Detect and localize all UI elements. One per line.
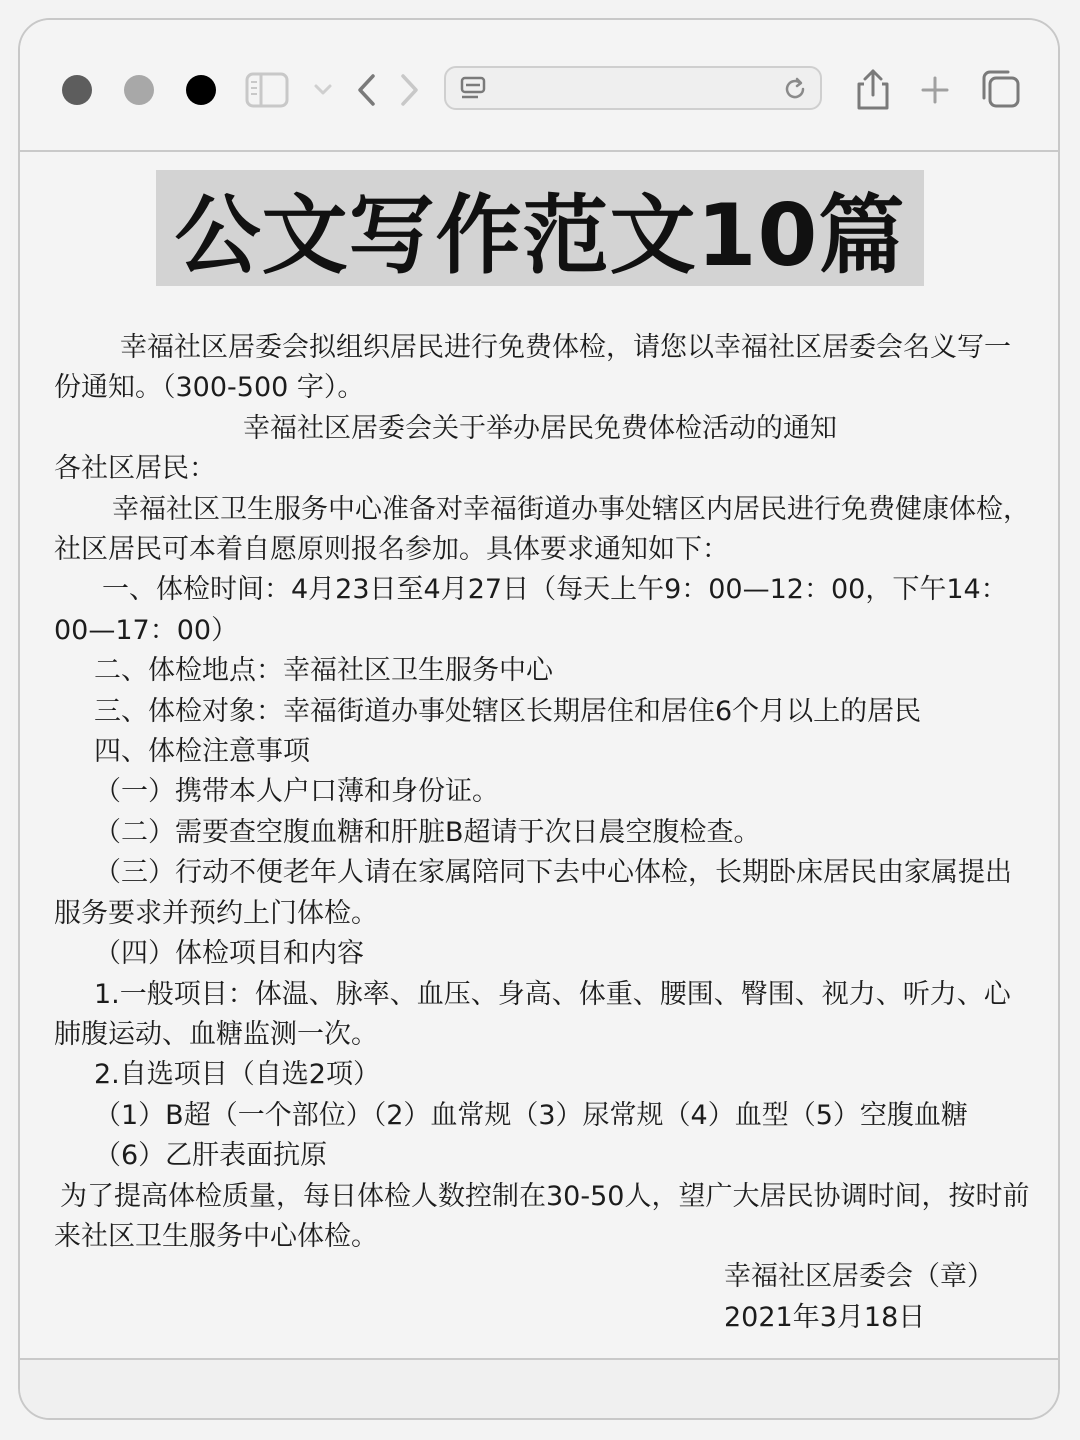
notice-intro: 幸福社区卫生服务中心准备对幸福街道办事处辖区内居民进行免费健康体检，社区居民可本着自愿原则报名参加。具体要求通知如下：	[54, 493, 1030, 566]
document-title: 公文写作范文10篇	[174, 186, 906, 286]
item-location: 二、体检地点：幸福社区卫生服务中心	[94, 655, 553, 687]
minimize-window-button[interactable]	[124, 75, 154, 105]
salutation: 各社区居民：	[54, 453, 216, 485]
back-icon[interactable]	[350, 68, 384, 112]
tabs-icon[interactable]	[978, 68, 1024, 112]
note-3: （三）行动不便老年人请在家属陪同下去中心体检，长期卧床居民由家属提出服务要求并预约上门体检。	[54, 857, 1012, 929]
browser-toolbar	[20, 20, 1058, 152]
zoom-window-button[interactable]	[186, 75, 216, 105]
note-4: （四）体检项目和内容	[94, 938, 364, 970]
optional-items-heading: 2.自选项目（自选2项）	[94, 1059, 380, 1091]
note-1: （一）携带本人户口薄和身份证。	[94, 776, 499, 808]
close-window-button[interactable]	[62, 75, 92, 105]
general-items: 1.一般项目：体温、脉率、血压、身高、体重、腰围、臀围、视力、听力、心肺腹运动、血糖监测一次。	[54, 978, 1011, 1050]
optional-items-list-cont: （6）乙肝表面抗原	[94, 1140, 328, 1172]
optional-items-list: （1）B超（一个部位）（2）血常规（3）尿常规（4）血型（5）空腹血糖	[94, 1099, 968, 1131]
address-bar[interactable]	[444, 66, 822, 110]
reload-icon[interactable]	[780, 74, 810, 104]
forward-icon[interactable]	[392, 68, 426, 112]
closing-paragraph: 为了提高体检质量，每日体检人数控制在30-50人，望广大居民协调时间，按时前来社区卫生服务中心体检。	[54, 1180, 1030, 1252]
page-content	[20, 152, 1058, 1362]
note-2: （二）需要查空腹血糖和肝脏B超请于次日晨空腹检查。	[94, 816, 761, 848]
item-notes-heading: 四、体检注意事项	[94, 736, 310, 768]
item-target: 三、体检对象：幸福街道办事处辖区长期居住和居住6个月以上的居民	[94, 695, 922, 727]
chevron-down-icon[interactable]	[310, 68, 336, 112]
sidebar-icon[interactable]	[244, 68, 290, 112]
share-icon[interactable]	[850, 68, 896, 112]
document-body	[54, 328, 1036, 1338]
task-prompt: 幸福社区居委会拟组织居民进行免费体检，请您以幸福社区居委会名义写一份通知。（300-500 字）。	[54, 332, 1011, 404]
browser-window	[18, 18, 1060, 1420]
notice-heading: 幸福社区居委会关于举办居民免费体检活动的通知	[243, 412, 837, 444]
title-banner	[156, 170, 924, 286]
plus-icon[interactable]	[916, 68, 954, 112]
page-icon	[458, 74, 488, 104]
browser-status-bar	[20, 1358, 1058, 1418]
signature-date: 2021年3月18日	[724, 1301, 926, 1333]
item-time: 一、体检时间：4月23日至4月27日（每天上午9：00—12：00，下午14：00—17：00）	[54, 574, 1008, 646]
signature-org: 幸福社区居委会（章）	[724, 1261, 994, 1293]
